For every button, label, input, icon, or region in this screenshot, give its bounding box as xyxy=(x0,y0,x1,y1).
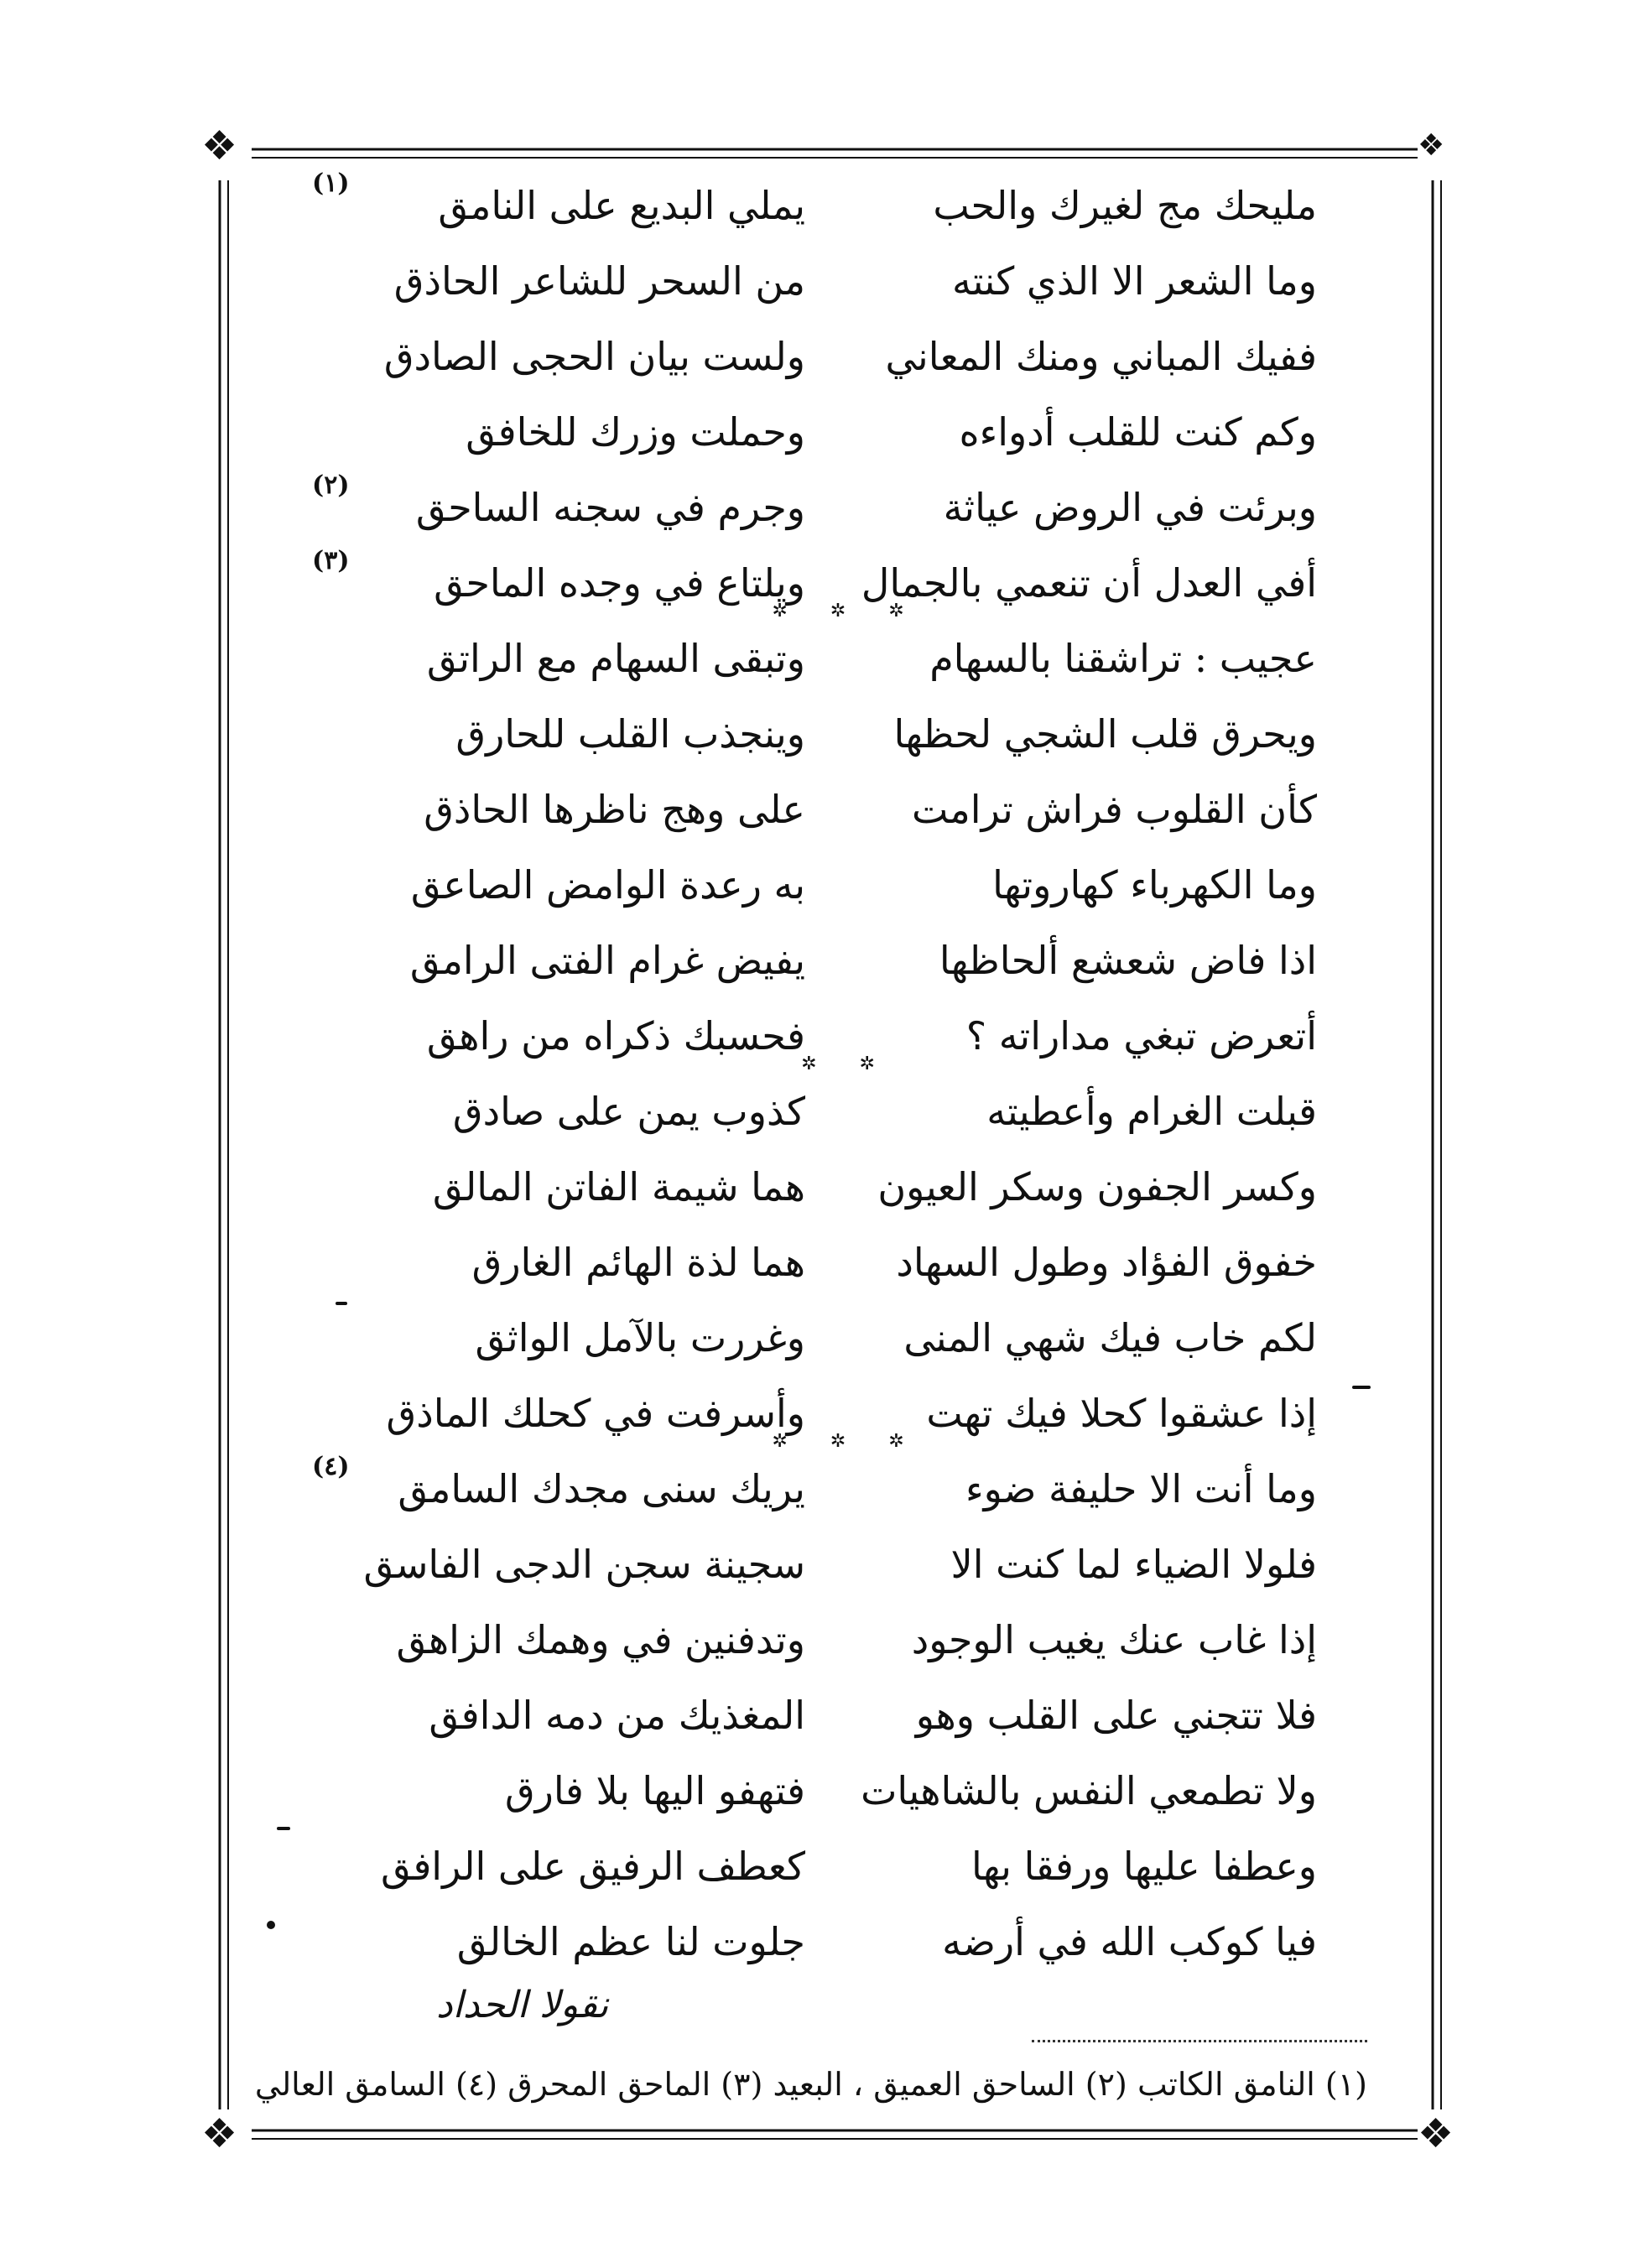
verse-first-hemistich: مليحك مج لغيرك والحب xyxy=(933,183,1317,228)
section-stars: ✲ ✲ xyxy=(801,1053,893,1074)
verse-line xyxy=(377,1300,1317,1376)
section-stars: ✲ ✲ ✲ xyxy=(772,1431,923,1452)
verse-second-hemistich: من السحر للشاعر الحاذق xyxy=(393,258,805,304)
footnote-marker: (٣) xyxy=(312,546,350,575)
verse-second-hemistich: كذوب يمن على صادق xyxy=(452,1089,805,1134)
verse-second-hemistich: فحسبك ذكراه من راهق xyxy=(426,1013,805,1059)
footnote-divider xyxy=(1032,2040,1367,2042)
verse-second-hemistich: وجرم في سجنه الساحق xyxy=(415,485,805,530)
verse-first-hemistich: وما الشعر الا الذي كنته xyxy=(951,258,1317,304)
verse-first-hemistich: إذا غاب عنك يغيب الوجود xyxy=(911,1617,1317,1662)
verse-first-hemistich: وبرئت في الروض عياثة xyxy=(943,485,1317,530)
verse-first-hemistich: كأن القلوب فراش ترامت xyxy=(912,787,1317,832)
verse-line xyxy=(312,1431,1317,1527)
verse-first-hemistich: فلا تتجني على القلب وهو xyxy=(915,1693,1317,1738)
verse-line xyxy=(377,1904,1317,1979)
verse-second-hemistich: وأسرفت في كحلك الماذق xyxy=(386,1391,805,1436)
verse-line xyxy=(377,1753,1317,1828)
corner-ornament-icon: ❖ xyxy=(1418,128,1445,163)
verse-first-hemistich: أفي العدل أن تنعمي بالجمال xyxy=(861,560,1317,606)
verse-second-hemistich: ويلتاع في وجده الماحق xyxy=(434,560,805,606)
verse-second-hemistich: المغذيك من دمه الدافق xyxy=(429,1693,805,1738)
verse-second-hemistich: وتبقى السهام مع الراتق xyxy=(426,636,805,681)
verse-line xyxy=(377,1828,1317,1904)
verse-line xyxy=(377,1053,1317,1149)
verse-line xyxy=(377,1225,1317,1300)
verse-first-hemistich: ولا تطمعي النفس بالشاهيات xyxy=(861,1768,1317,1813)
verse-line xyxy=(377,319,1317,394)
verse-second-hemistich: به رعدة الوامض الصاعق xyxy=(410,862,805,908)
corner-ornament-icon: ❖ xyxy=(201,122,238,169)
verse-second-hemistich: جلوت لنا عظم الخالق xyxy=(456,1919,805,1964)
footnote-marker: (٢) xyxy=(312,471,350,500)
verse-second-hemistich: وغررت بالآمل الواثق xyxy=(475,1315,805,1360)
ink-speck xyxy=(267,1921,275,1929)
verse-second-hemistich: وتدفنين في وهمك الزاهق xyxy=(396,1617,805,1662)
verse-second-hemistich: يفيض غرام الفتى الرامق xyxy=(409,938,805,983)
corner-ornament-icon: ❖ xyxy=(201,2110,238,2157)
ink-speck xyxy=(277,1827,290,1830)
verse-second-hemistich: يملي البديع على النامق xyxy=(438,183,805,228)
verse-first-hemistich: ويحرق قلب الشجي لحظها xyxy=(893,711,1317,757)
verse-second-hemistich: هما شيمة الفاتن المالق xyxy=(432,1164,805,1209)
verse-line xyxy=(377,696,1317,772)
verse-line xyxy=(312,470,1317,545)
verse-line xyxy=(377,772,1317,847)
verse-first-hemistich: لكم خاب فيك شهي المنى xyxy=(903,1315,1317,1360)
verse-second-hemistich: فتهفو اليها بلا فارق xyxy=(504,1768,805,1813)
verse-first-hemistich: ففيك المباني ومنك المعاني xyxy=(885,334,1317,379)
verse-second-hemistich: ولست بيان الحجى الصادق xyxy=(383,334,805,379)
verse-line xyxy=(377,923,1317,998)
verse-second-hemistich: وحملت وزرك للخافق xyxy=(466,409,805,455)
poet-signature: نقولا الحداد xyxy=(436,1984,609,2026)
section-stars: ✲ ✲ ✲ xyxy=(772,601,923,622)
verse-second-hemistich: على وهج ناظرها الحاذق xyxy=(424,787,805,832)
verse-line xyxy=(377,601,1317,696)
verse-first-hemistich: قبلت الغرام وأعطيته xyxy=(986,1089,1317,1134)
footnote-marker: (١) xyxy=(312,169,350,198)
verse-first-hemistich: فيا كوكب الله في أرضه xyxy=(942,1919,1317,1964)
footnote-marker: (٤) xyxy=(312,1452,350,1481)
footnotes: (١) النامق الكاتب (٢) الساحق العميق ، البعيد (٣) الماحق المحرق (٤) السامق العالي xyxy=(254,2066,1367,2103)
verse-first-hemistich: خفوق الفؤاد وطول السهاد xyxy=(896,1240,1317,1285)
verse-second-hemistich: هما لذة الهائم الغارق xyxy=(471,1240,805,1285)
verse-second-hemistich: سجينة سجن الدجى الفاسق xyxy=(363,1542,805,1587)
verse-line xyxy=(377,1678,1317,1753)
verse-line xyxy=(377,394,1317,470)
verse-second-hemistich: يريك سنى مجدك السامق xyxy=(398,1466,805,1511)
verse-second-hemistich: وينجذب القلب للحارق xyxy=(455,711,805,757)
verse-first-hemistich: وما الكهرباء كهاروتها xyxy=(992,862,1317,908)
verse-first-hemistich: وعطفا عليها ورفقا بها xyxy=(971,1844,1317,1889)
verse-line xyxy=(377,1149,1317,1225)
verse-second-hemistich: كعطف الرفيق على الرافق xyxy=(380,1844,805,1889)
verse-first-hemistich: اذا فاض شعشع ألحاظها xyxy=(939,938,1317,983)
verse-line xyxy=(377,243,1317,319)
verse-line xyxy=(377,847,1317,923)
verse-first-hemistich: أتعرض تبغي مداراته ؟ xyxy=(965,1013,1317,1059)
verse-first-hemistich: عجيب : تراشقنا بالسهام xyxy=(929,636,1317,681)
verse-first-hemistich: إذا عشقوا كحلا فيك تهت xyxy=(926,1391,1317,1436)
verse-first-hemistich: وكم كنت للقلب أدواءه xyxy=(959,409,1317,455)
verse-line xyxy=(312,168,1317,243)
ink-speck xyxy=(336,1302,347,1305)
corner-ornament-icon: ❖ xyxy=(1418,2110,1454,2157)
verse-first-hemistich: وكسر الجفون وسكر العيون xyxy=(877,1164,1317,1209)
verse-first-hemistich: وما أنت الا حليفة ضوء xyxy=(965,1466,1317,1511)
verse-line xyxy=(363,1527,1317,1602)
verse-first-hemistich: فلولا الضياء لما كنت الا xyxy=(950,1542,1317,1587)
ink-speck xyxy=(1352,1386,1371,1389)
verse-line xyxy=(377,1602,1317,1678)
